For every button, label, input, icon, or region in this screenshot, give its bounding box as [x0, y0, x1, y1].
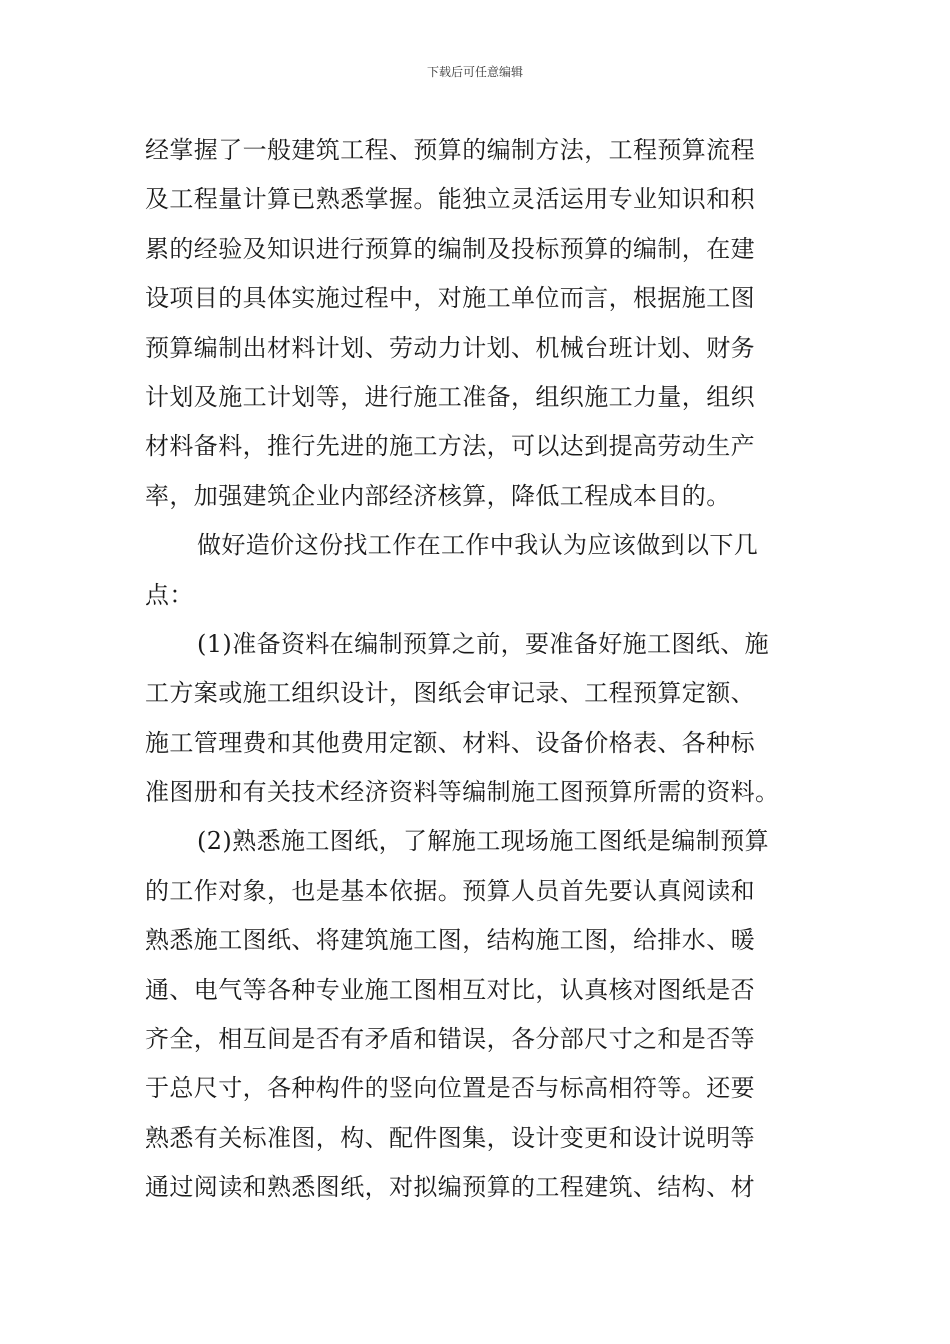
text-line: 经掌握了一般建筑工程、预算的编制方法，工程预算流程 — [145, 136, 755, 164]
text-line: 累的经验及知识进行预算的编制及投标预算的编制，在建 — [145, 234, 755, 263]
text-line: 材料备料，推行先进的施工方法，可以达到提高劳动生产 — [145, 432, 755, 461]
text-line: 率，加强建筑企业内部经济核算，降低工程成本目的。 — [145, 481, 731, 510]
paragraph-1 — [145, 126, 807, 521]
text-line: 及工程量计算已熟悉掌握。能独立灵活运用专业知识和积 — [145, 185, 755, 214]
text-line: 于总尺寸，各种构件的竖向位置是否与标高相符等。还要 — [145, 1074, 755, 1103]
text-line: (2)熟悉施工图纸，了解施工现场施工图纸是编制预算 — [197, 827, 769, 856]
paragraph-4 — [145, 817, 807, 1212]
document-body — [145, 126, 807, 1213]
text-line: 工方案或施工组织设计，图纸会审记录、工程预算定额、 — [145, 679, 755, 708]
text-line: 预算编制出材料计划、劳动力计划、机械台班计划、财务 — [145, 333, 755, 362]
text-line: 熟悉施工图纸、将建筑施工图，结构施工图，给排水、暖 — [145, 926, 755, 955]
text-line: 设项目的具体实施过程中，对施工单位而言，根据施工图 — [145, 284, 755, 313]
text-line: (1)准备资料在编制预算之前，要准备好施工图纸、施 — [197, 629, 769, 658]
text-line: 的工作对象，也是基本依据。预算人员首先要认真阅读和 — [145, 876, 755, 905]
paragraph-3 — [145, 620, 807, 818]
page-header: 下载后可任意编辑 — [426, 65, 523, 79]
paragraph-2 — [145, 521, 807, 620]
text-line: 点： — [145, 580, 194, 609]
text-line: 齐全，相互间是否有矛盾和错误，各分部尺寸之和是否等 — [145, 1025, 755, 1054]
text-line: 通过阅读和熟悉图纸，对拟编预算的工程建筑、结构、材 — [145, 1173, 755, 1202]
text-line: 熟悉有关标准图，构、配件图集，设计变更和设计说明等 — [145, 1123, 755, 1152]
text-line: 通、电气等各种专业施工图相互对比，认真核对图纸是否 — [145, 975, 755, 1004]
text-line: 准图册和有关技术经济资料等编制施工图预算所需的资料。 — [145, 778, 780, 807]
text-line: 计划及施工计划等，进行施工准备，组织施工力量，组织 — [145, 382, 755, 411]
text-line: 做好造价这份找工作在工作中我认为应该做到以下几 — [197, 531, 759, 560]
text-line: 施工管理费和其他费用定额、材料、设备价格表、各种标 — [145, 728, 755, 757]
